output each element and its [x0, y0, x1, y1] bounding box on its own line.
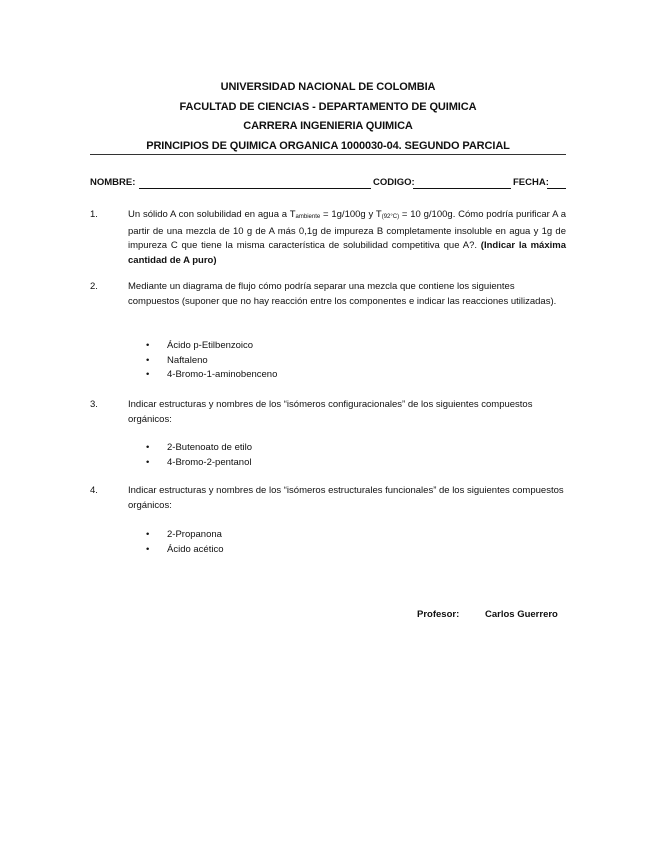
list-item: • 2-Butenoato de etilo: [146, 441, 252, 456]
header-divider: [90, 154, 566, 155]
date-label: FECHA:: [513, 177, 549, 188]
list-item: • 2-Propanona: [146, 528, 224, 543]
compound-list-2: [146, 339, 277, 383]
list-item: • Ácido p-Etilbenzoico: [146, 339, 277, 354]
exam-header: [90, 78, 566, 156]
question-number: 1.: [90, 209, 98, 220]
professor-name: Carlos Guerrero: [485, 609, 558, 620]
bullet-icon: •: [146, 456, 150, 468]
bullet-icon: •: [146, 543, 150, 555]
course-title: PRINCIPIOS DE QUIMICA ORGANICA 1000030-04. SEGUNDO PARCIAL: [146, 139, 510, 152]
code-label: CODIGO:: [373, 177, 415, 188]
list-item: • 4-Bromo-1-aminobenceno: [146, 368, 277, 383]
question-number: 3.: [90, 399, 98, 410]
name-label: NOMBRE:: [90, 177, 136, 188]
question-text: Indicar estructuras y nombres de los “isómeros estructurales funcionales” de los siguientes compuestos orgánicos:: [128, 485, 564, 511]
bullet-icon: •: [146, 369, 150, 380]
list-item: • Naftaleno: [146, 354, 277, 369]
code-blank: [413, 188, 511, 189]
question-number: 2.: [90, 281, 98, 292]
question-number: 4.: [90, 485, 98, 496]
university-name: UNIVERSIDAD NACIONAL DE COLOMBIA: [220, 81, 436, 93]
question-text: Un sólido A con solubilidad en agua a $T_{ambiente} = 1g/100g$ y $T_{(92^\circ C)} = 10$ g/100g. Cómo podría purificar A a partir de una mezcla de 10 g de A más 0,1g de impureza B completamente insoluble en agua y 1g de impureza C que tiene la misma característica de solubilidad competitiva que A?. (Indicar la máxima cantidad de A puro): [128, 209, 566, 266]
student-fields: [90, 177, 566, 191]
list-item: • 4-Bromo-2-pentanol: [146, 456, 252, 471]
bullet-icon: •: [146, 442, 150, 453]
bullet-icon: •: [146, 340, 150, 351]
date-blank: [547, 188, 566, 189]
question-text: Mediante un diagrama de flujo cómo podría separar una mezcla que contiene los siguientes compuestos (suponer que no hay reacción entre los componentes e indicar las reacciones utilizadas).: [128, 281, 557, 307]
compound-list-4: [146, 528, 224, 557]
career-name: CARRERA INGENIERIA QUIMICA: [243, 120, 413, 132]
professor-label: Profesor:: [417, 609, 460, 620]
bullet-icon: •: [146, 529, 150, 540]
question-text: Indicar estructuras y nombres de los “isómeros configuracionales” de los siguientes compuestos orgánicos:: [128, 399, 533, 425]
name-blank: [139, 188, 371, 189]
list-item: • Ácido acético: [146, 543, 224, 558]
compound-list-3: [146, 441, 252, 470]
question-emphasis: (Indicar la máxima cantidad de A puro): [128, 240, 566, 266]
bullet-icon: •: [146, 354, 150, 366]
faculty-name: FACULTAD DE CIENCIAS - DEPARTAMENTO DE QUIMICA: [179, 100, 477, 113]
